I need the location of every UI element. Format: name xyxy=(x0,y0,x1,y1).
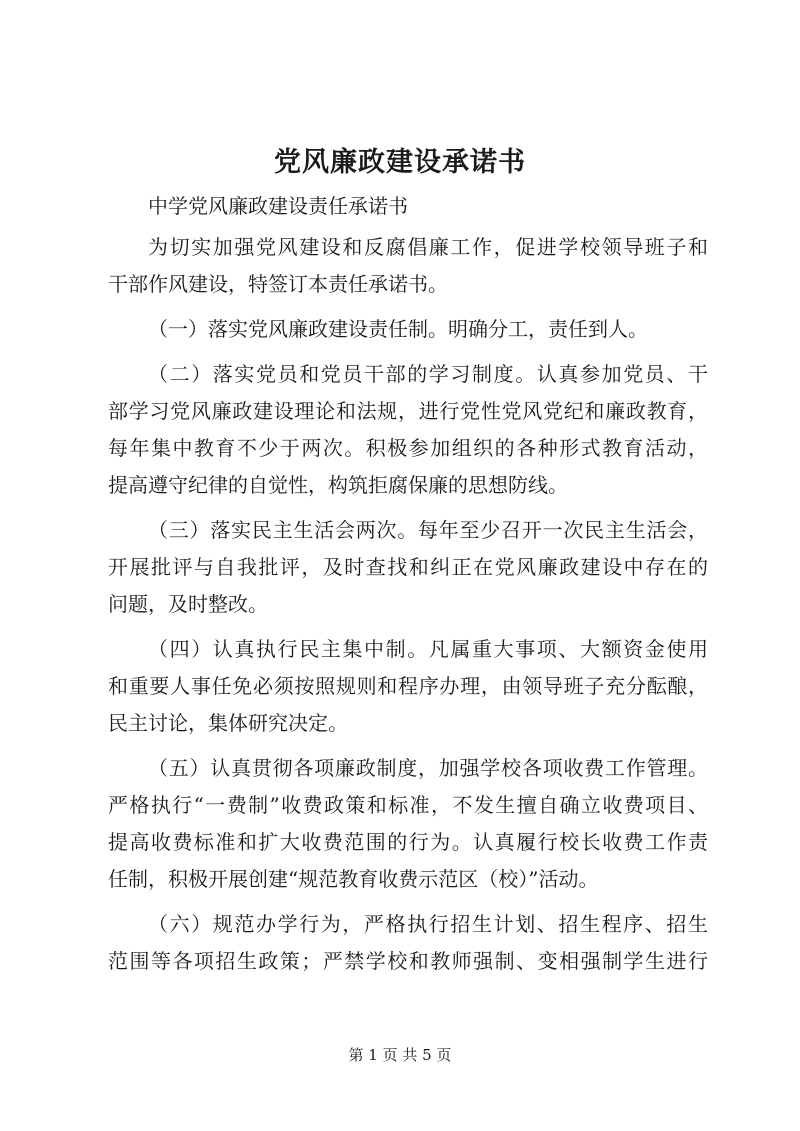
paragraph xyxy=(108,906,708,980)
paragraph-line: 开展批评与自我批评，及时查找和纠正在党风廉政建设中存在的 xyxy=(108,555,708,579)
paragraph-line: 严格执行“一费制”收费政策和标准，不发生擅自确立收费项目、 xyxy=(108,793,708,817)
paragraph xyxy=(108,356,708,504)
paragraph-line: 问题，及时整改。 xyxy=(108,592,268,616)
paragraph-line: 任制，积极开展创建“规范教育收费示范区（校）”活动。 xyxy=(108,867,599,891)
paragraph xyxy=(108,750,708,898)
paragraph-line: （一）落实党风廉政建设责任制。明确分工，责任到人。 xyxy=(148,317,648,341)
paragraph xyxy=(108,311,708,348)
paragraph-line: （四）认真执行民主集中制。凡属重大事项、大额资金使用 xyxy=(148,637,708,661)
paragraph-line: 范围等各项招生政策；严禁学校和教师强制、变相强制学生进行 xyxy=(108,949,708,973)
paragraph-line: （二）落实党员和党员干部的学习制度。认真参加党员、干 xyxy=(148,362,708,386)
paragraph-line: 干部作风建设，特签订本责任承诺书。 xyxy=(108,272,448,296)
paragraph-line: （五）认真贯彻各项廉政制度，加强学校各项收费工作管理。 xyxy=(148,756,708,780)
paragraph-line: 民主讨论，集体研究决定。 xyxy=(108,711,348,735)
paragraph-line: （六）规范办学行为，严格执行招生计划、招生程序、招生 xyxy=(148,912,708,936)
paragraph-line: 提高遵守纪律的自觉性，构筑拒腐保廉的思想防线。 xyxy=(108,473,568,497)
paragraph xyxy=(108,512,708,623)
document-title: 党风廉政建设承诺书 xyxy=(274,147,526,178)
page-footer: 第 1 页 共 5 页 xyxy=(348,1046,452,1064)
paragraph-line: 部学习党风廉政建设理论和法规，进行党性党风党纪和廉政教育， xyxy=(108,399,708,423)
document-body xyxy=(108,229,708,980)
paragraph-line: （三）落实民主生活会两次。每年至少召开一次民主生活会， xyxy=(148,518,708,542)
paragraph-line: 提高收费标准和扩大收费范围的行为。认真履行校长收费工作责 xyxy=(108,830,708,854)
document-subtitle: 中学党风廉政建设责任承诺书 xyxy=(148,194,408,218)
paragraph-line: 每年集中教育不少于两次。积极参加组织的各种形式教育活动， xyxy=(108,436,708,460)
paragraph-line: 为切实加强党风建设和反腐倡廉工作，促进学校领导班子和 xyxy=(148,235,708,259)
paragraph xyxy=(108,631,708,742)
paragraph xyxy=(108,229,708,303)
paragraph-line: 和重要人事任免必须按照规则和程序办理，由领导班子充分酝酿， xyxy=(108,674,708,698)
